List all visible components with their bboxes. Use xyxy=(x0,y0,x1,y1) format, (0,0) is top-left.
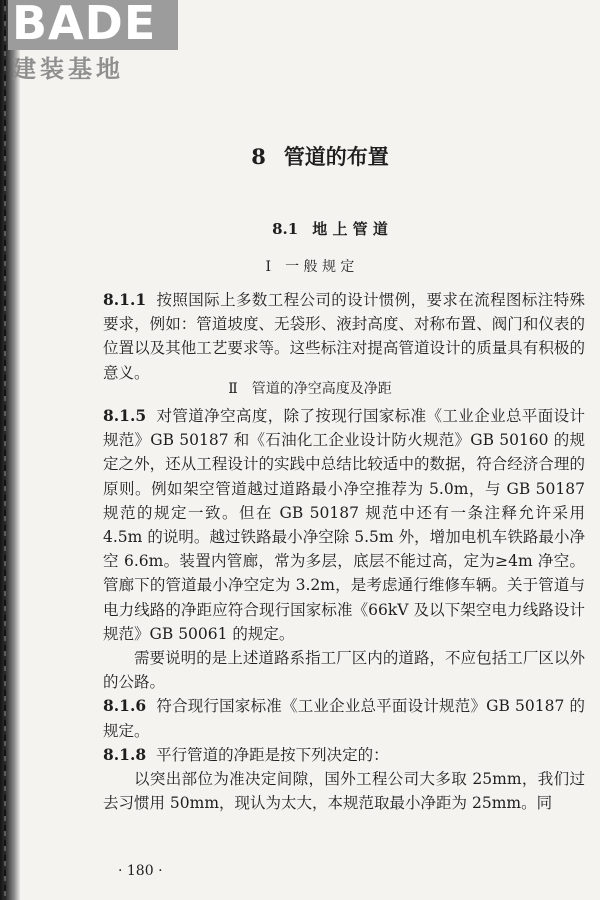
subsection-heading-1 xyxy=(0,256,600,278)
subsection-title: 管道的净空高度及净距 xyxy=(251,381,392,397)
subsection-heading-2 xyxy=(0,378,600,400)
clause-number: 8.1.5 xyxy=(103,406,147,425)
subsection-title: 一 般 规 定 xyxy=(285,259,355,275)
page-number: · 180 · xyxy=(118,863,163,879)
section-heading xyxy=(0,217,600,241)
section-title: 地 上 管 道 xyxy=(312,220,388,238)
subsection-number: Ⅰ xyxy=(265,259,272,275)
logo-latin-text: BADE xyxy=(12,0,157,50)
clause-number: 8.1.6 xyxy=(103,696,147,716)
paragraph-8-1-6 xyxy=(103,694,585,742)
chapter-title: 管道的布置 xyxy=(283,144,389,169)
paragraph-8-1-8 xyxy=(103,743,585,767)
paragraph-text: 以突出部位为准决定间隙，国外工程公司大多取 25mm，我们过去习惯用 50mm，现认为太大，本规范取最小净距为 25mm。同 xyxy=(103,770,585,813)
paragraph-text: 平行管道的净距是按下列决定的： xyxy=(156,745,389,764)
body-block-1 xyxy=(103,288,585,385)
paragraph-text: 对管道净空高度，除了按现行国家标准《工业企业总平面设计规范》GB 50187 和《石油化工企业设计防火规范》GB 50160 的规定之外，还从工程设计的实践中总结比较适中的数据，符合经济合理的原则。例如架空管道越过道路最小净空推荐为 5.0m，与 GB 50187 规范的规定一致。但在 GB 50187 规范中还有一条注释允许采用 4.5m 的说明。越过铁路最小净空除 5.5m 外，增加电机车铁路最小净空 6.6m。装置内管廊，常为多层，底层不能过高，定为≥4m 净空。管廊下的管道最小净空定为 3.2m，是考虑通行维修车辆。关于管道与电力线路的净距应符合现行国家标准《66kV 及以下架空电力线路设计规范》GB 50061 的规定。 xyxy=(103,407,585,643)
body-block-2 xyxy=(103,404,585,815)
book-spine-shadow xyxy=(0,0,20,900)
clause-number: 8.1.8 xyxy=(103,744,147,764)
clause-number: 8.1.1 xyxy=(103,290,147,309)
watermark-logo xyxy=(8,0,178,86)
chapter-heading xyxy=(0,142,600,172)
paragraph-continuation xyxy=(103,767,585,815)
paragraph-text: 需要说明的是上述道路系指工厂区内的道路，不应包括工厂区以外的公路。 xyxy=(103,649,585,692)
paragraph-text: 符合现行国家标准《工业企业总平面设计规范》GB 50187 的规定。 xyxy=(103,697,585,740)
paragraph-8-1-5 xyxy=(103,404,585,646)
logo-chinese-text: 建装基地 xyxy=(12,55,124,83)
paragraph-note xyxy=(103,646,585,694)
paragraph-text: 按照国际上多数工程公司的设计惯例，要求在流程图标注特殊要求，例如：管道坡度、无袋形、液封高度、对称布置、阀门和仪表的位置以及其他工艺要求等。这些标注对提高管道设计的质量具有积极的意义。 xyxy=(103,291,585,382)
paragraph-8-1-1 xyxy=(103,288,585,385)
chapter-number: 8 xyxy=(251,144,266,169)
section-number: 8.1 xyxy=(272,220,299,238)
subsection-number: Ⅱ xyxy=(228,381,238,397)
